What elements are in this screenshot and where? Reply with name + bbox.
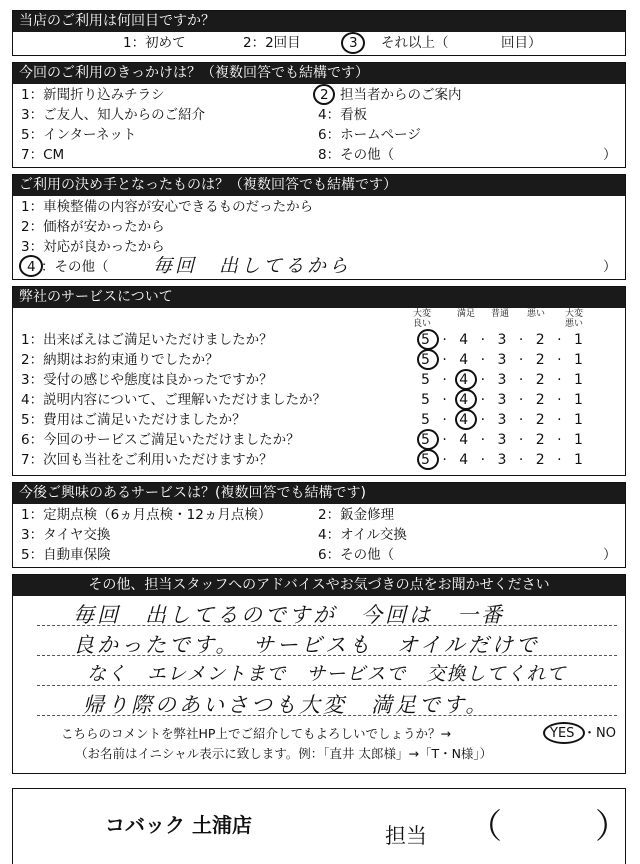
decision-header: ご利用の決め手となったものは？（複数回答でも結構です） [13,175,625,196]
rating-col-very-bad: 大変悪い [564,309,583,329]
rating-question-3: 3：受付の感じや態度は良かったですか？ [21,372,273,388]
rating-question-6: 6：今回のサービスご満足いただけましたか？ [21,432,300,448]
decision-selected-circle [19,255,43,277]
service-rating-header: 弊社のサービスについて [13,287,625,308]
trigger-option-flyer[interactable]: 1：新聞折り込みチラシ [21,87,165,103]
trigger-option-cm[interactable]: 7：CM [21,147,65,163]
decision-other-close: ） [603,259,617,275]
comment-line-2: 良かったです。 サービスも オイルだけで [73,633,540,657]
consent-yes-circle [543,722,585,744]
staff-paren-open: （ [468,807,502,847]
interest-option-bodywork[interactable]: 2：鈑金修理 [318,507,395,523]
comments-section [12,574,626,774]
comment-name-note: （お名前はイニシャル表示に致します。例：「直井 太郎様」→「T・N様」） [75,746,493,761]
comment-consent-question: こちらのコメントを弊社HP上でご紹介してもよろしいでしょうか？→ [61,726,451,741]
rating-selected-circle-2 [417,349,439,370]
interest-other-close: ） [603,547,617,563]
visit-count-section [12,10,626,56]
trigger-option-friend[interactable]: 3：ご友人、知人からのご紹介 [21,107,206,123]
visit-selected-circle [341,32,365,54]
decision-option-other-number[interactable]: 4 [27,259,36,275]
interest-option-inspection[interactable]: 1：定期点検（6ヵ月点検・12ヵ月点検） [21,507,272,523]
rating-scale-3[interactable]: 5 · 4 · 3 · 2 · 1 [421,372,583,388]
consent-yes[interactable]: YES [550,726,575,741]
trigger-section [12,62,626,168]
interest-section [12,482,626,568]
interest-option-insurance[interactable]: 5：自動車保険 [21,547,111,563]
trigger-option-staff-number[interactable]: 2 [320,87,329,103]
decision-section [12,174,626,280]
decision-option-other-label: ：その他（ [41,259,109,275]
trigger-selected-circle [313,84,335,105]
comment-line-3: なく エレメントまで サービスで 交換してくれて [87,663,567,685]
rating-selected-circle-5 [455,409,477,430]
staff-paren-close: ） [595,807,629,847]
interest-option-oil[interactable]: 4：オイル交換 [318,527,407,543]
rating-scale-7[interactable]: 5 · 4 · 3 · 2 · 1 [421,452,583,468]
rating-scale-5[interactable]: 5 · 4 · 3 · 2 · 1 [421,412,583,428]
staff-label: 担当 [385,824,427,848]
interest-header: 今後ご興味のあるサービスは？(複数回答でも結構です) [13,483,625,504]
trigger-option-staff: 担当者からのご案内 [340,87,462,103]
trigger-option-other[interactable]: 8：その他（ [318,147,395,163]
visit-count-header: 当店のご利用は何回目ですか？ [13,11,625,32]
decision-option-inspection[interactable]: 1：車検整備の内容が安心できるものだったから [21,199,314,215]
rating-scale-6[interactable]: 5 · 4 · 3 · 2 · 1 [421,432,583,448]
decision-option-service[interactable]: 3：対応が良かったから [21,239,165,255]
visit-option-more-label: それ以上（ [381,35,449,51]
rating-scale-1[interactable]: 5 · 4 · 3 · 2 · 1 [421,332,583,348]
trigger-other-close: ） [603,147,617,163]
interest-option-other[interactable]: 6：その他（ [318,547,395,563]
rating-question-2: 2：納期はお約束通りでしたか？ [21,352,219,368]
decision-handwritten-answer: 毎回 出してるから [153,255,352,277]
rating-col-very-good: 大変良い [412,309,431,329]
visit-option-first[interactable]: 1：初めて [123,35,186,51]
rating-question-1: 1：出来ばえはご満足いただけましたか？ [21,332,273,348]
rating-question-5: 5：費用はご満足いただけましたか？ [21,412,246,428]
footer-box [12,788,629,864]
consent-no[interactable]: ・NO [583,726,616,741]
trigger-option-signboard[interactable]: 4：看板 [318,107,368,123]
decision-option-price[interactable]: 2：価格が安かったから [21,219,165,235]
shop-name: コバック 土浦店 [105,813,252,837]
comments-header: その他、担当スタッフへのアドバイスやお気づきの点をお聞かせください [13,575,625,596]
visit-option-more-number[interactable]: 3 [349,35,358,51]
comment-line-4: 帰り際のあいさつも大変 満足です。 [83,693,490,717]
rating-question-7: 7：次回も当社をご利用いただけますか？ [21,452,273,468]
rating-selected-circle-1 [417,329,439,350]
rating-selected-circle-6 [417,429,439,450]
comment-line-1: 毎回 出してるのですが 今回は 一番 [73,603,505,627]
rating-selected-circle-4 [455,389,477,410]
trigger-option-homepage[interactable]: 6：ホームページ [318,127,421,143]
visit-option-more-suffix: 回目） [501,35,542,51]
rating-selected-circle-7 [417,449,439,470]
interest-option-tire[interactable]: 3：タイヤ交換 [21,527,111,543]
rating-col-satisfied: 満足 [456,309,475,319]
rating-scale-2[interactable]: 5 · 4 · 3 · 2 · 1 [421,352,583,368]
rating-scale-4[interactable]: 5 · 4 · 3 · 2 · 1 [421,392,583,408]
service-rating-section [12,286,626,476]
staff-name-field[interactable] [513,811,593,841]
rating-question-4: 4：説明内容について、ご理解いただけましたか？ [21,392,327,408]
rating-col-average: 普通 [490,309,509,319]
rating-selected-circle-3 [455,369,477,390]
visit-option-second[interactable]: 2：2回目 [243,35,301,51]
trigger-header: 今回のご利用のきっかけは？（複数回答でも結構です） [13,63,625,84]
rating-col-bad: 悪い [526,309,545,319]
trigger-option-internet[interactable]: 5：インターネット [21,127,137,143]
